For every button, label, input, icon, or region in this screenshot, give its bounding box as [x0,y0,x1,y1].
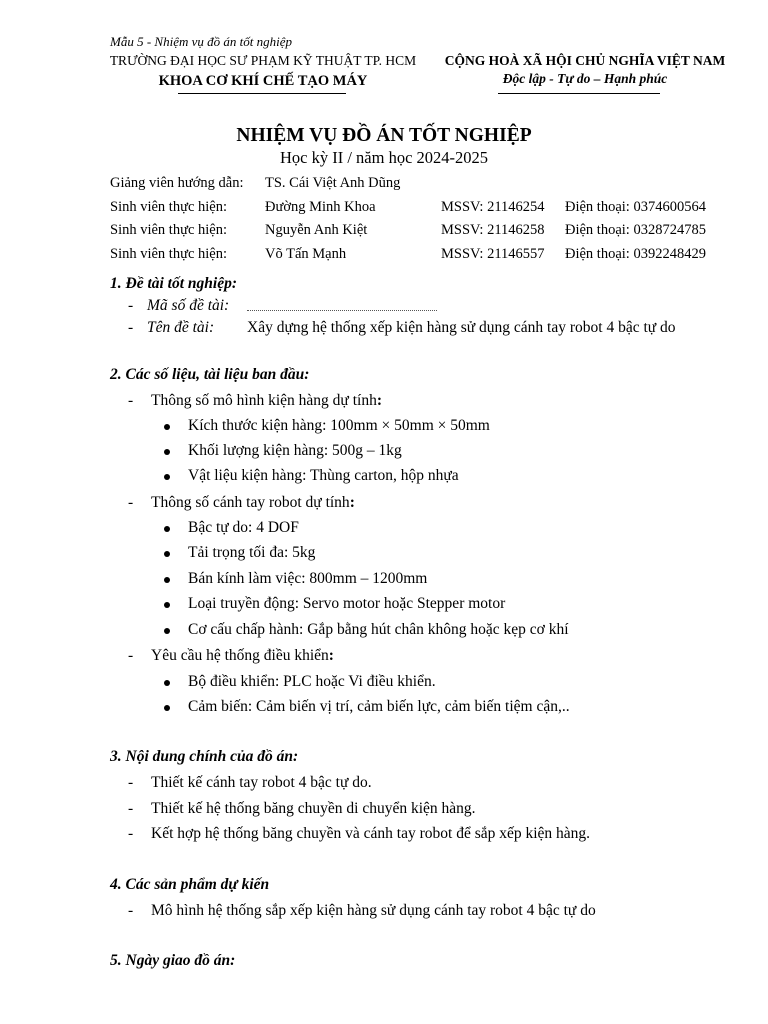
form-label: Mẫu 5 - Nhiệm vụ đồ án tốt nghiệp [110,34,292,49]
faculty-underline [178,93,346,94]
country-name: CỘNG HOÀ XÃ HỘI CHỦ NGHĨA VIỆT NAM [444,53,726,68]
list-item: Kết hợp hệ thống băng chuyền và cánh tay robot để sắp xếp kiện hàng. [151,825,591,842]
group-label: Thông số cánh tay robot dự tính: [151,494,355,511]
dash-marker: - [128,647,134,664]
list-item: Bậc tự do: 4 DOF [188,519,299,536]
group-label: Yêu cầu hệ thống điều khiển: [151,647,334,664]
student-label: Sinh viên thực hiện: [110,246,227,262]
dash-marker: - [128,494,134,511]
list-item: Cảm biến: Cảm biến vị trí, cảm biến lực, cảm biến tiệm cận,.. [188,698,570,715]
section-4-title: 4. Các sản phẩm dự kiến [110,876,270,893]
list-item: Bán kính làm việc: 800mm – 1200mm [188,570,428,587]
student-mssv: MSSV: 21146258 [441,222,545,238]
dash-marker: - [128,319,134,336]
section-1-title: 1. Đề tài tốt nghiệp: [110,275,238,292]
bullet-icon [164,474,170,480]
section-2-title: 2. Các số liệu, tài liệu ban đầu: [110,366,310,383]
motto-underline [498,93,660,94]
bullet-icon [164,551,170,557]
student-mssv: MSSV: 21146254 [441,199,545,215]
bullet-icon [164,705,170,711]
bullet-icon [164,424,170,430]
student-mssv: MSSV: 21146557 [441,246,545,262]
dash-marker: - [128,392,134,409]
student-phone: Điện thoại: 0328724785 [565,222,706,238]
supervisor-name: TS. Cái Việt Anh Dũng [265,175,401,191]
document-title: NHIỆM VỤ ĐỒ ÁN TỐT NGHIỆP [236,125,532,146]
bullet-icon [164,680,170,686]
student-label: Sinh viên thực hiện: [110,199,227,215]
list-item: Bộ điều khiển: PLC hoặc Vi điều khiển. [188,673,436,690]
student-phone: Điện thoại: 0392248429 [565,246,706,262]
dash-marker: - [128,825,134,842]
student-phone: Điện thoại: 0374600564 [565,199,706,215]
faculty-name: KHOA CƠ KHÍ CHẾ TẠO MÁY [158,73,368,89]
topic-code-blank [247,310,437,311]
student-name: Đường Minh Khoa [265,199,376,215]
list-item: Mô hình hệ thống sắp xếp kiện hàng sử dụng cánh tay robot 4 bậc tự do [151,902,596,919]
dash-marker: - [128,902,134,919]
bullet-icon [164,602,170,608]
bullet-icon [164,526,170,532]
section-5-title: 5. Ngày giao đồ án: [110,952,236,969]
topic-name-label: Tên đề tài: [147,319,215,336]
dash-marker: - [128,800,134,817]
list-item: Loại truyền động: Servo motor hoặc Stepper motor [188,595,506,612]
section-3-title: 3. Nội dung chính của đồ án: [110,748,299,765]
list-item: Cơ cấu chấp hành: Gắp bằng hút chân không hoặc kẹp cơ khí [188,621,569,638]
bullet-icon [164,577,170,583]
list-item: Thiết kế cánh tay robot 4 bậc tự do. [151,774,372,791]
student-name: Nguyễn Anh Kiệt [265,222,368,238]
group-label: Thông số mô hình kiện hàng dự tính: [151,392,382,409]
bullet-icon [164,628,170,634]
student-name: Võ Tấn Mạnh [265,246,347,262]
bullet-icon [164,449,170,455]
document-subtitle: Học kỳ II / năm học 2024-2025 [279,148,489,167]
list-item: Vật liệu kiện hàng: Thùng carton, hộp nhựa [188,467,459,484]
national-motto: Độc lập - Tự do – Hạnh phúc [502,71,668,86]
student-label: Sinh viên thực hiện: [110,222,227,238]
list-item: Kích thước kiện hàng: 100mm × 50mm × 50mm [188,417,490,434]
list-item: Khối lượng kiện hàng: 500g – 1kg [188,442,402,459]
dash-marker: - [128,297,134,314]
list-item: Thiết kế hệ thống băng chuyền di chuyển kiện hàng. [151,800,476,817]
topic-name-value: Xây dựng hệ thống xếp kiện hàng sử dụng cánh tay robot 4 bậc tự do [247,319,676,336]
university-name: TRƯỜNG ĐẠI HỌC SƯ PHẠM KỸ THUẬT TP. HCM [109,53,417,68]
supervisor-label: Giảng viên hướng dẫn: [110,175,244,191]
list-item: Tải trọng tối đa: 5kg [188,544,316,561]
topic-code-label: Mã số đề tài: [147,297,230,314]
dash-marker: - [128,774,134,791]
